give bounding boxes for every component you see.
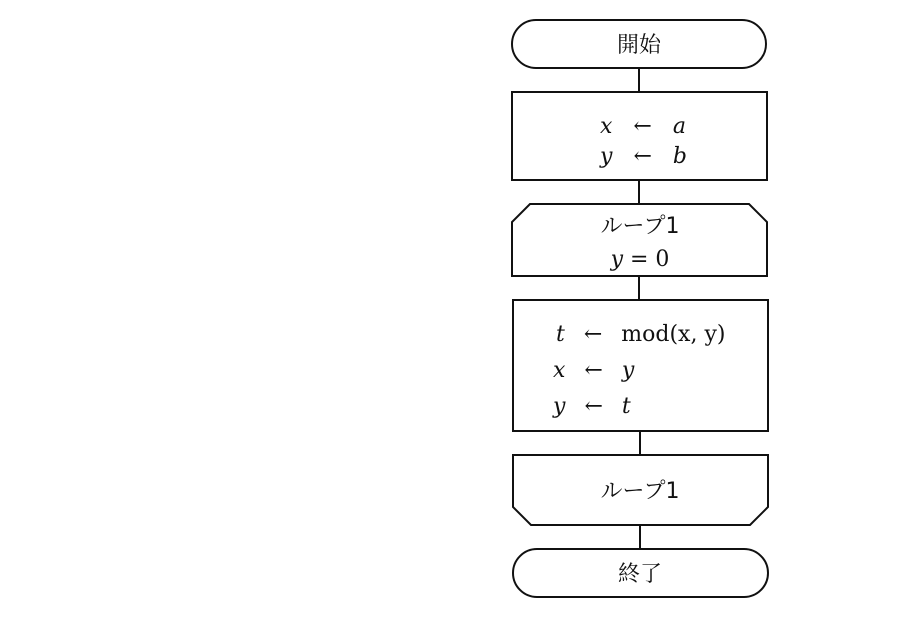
end-label: 終了: [617, 562, 663, 587]
loop-end-label: ループ1: [600, 479, 680, 504]
body-line-y: y ← t: [553, 394, 631, 419]
body-line-t: t ← mod(x, y): [556, 322, 726, 347]
loop-start-label: ループ1: [600, 214, 680, 239]
start-terminal: [512, 20, 766, 68]
loop-end: [513, 455, 768, 525]
start-label: 開始: [616, 33, 662, 58]
body-line-x: x ← y: [553, 358, 635, 383]
loop-start-condition: y = 0: [610, 247, 670, 272]
assign-line-y: y ← b: [600, 144, 687, 169]
assign-line-x: x ← a: [600, 114, 686, 139]
assign-process: [512, 92, 767, 180]
loop-start: [512, 204, 767, 276]
loop-body-process: [513, 300, 768, 431]
end-terminal: [513, 549, 768, 597]
